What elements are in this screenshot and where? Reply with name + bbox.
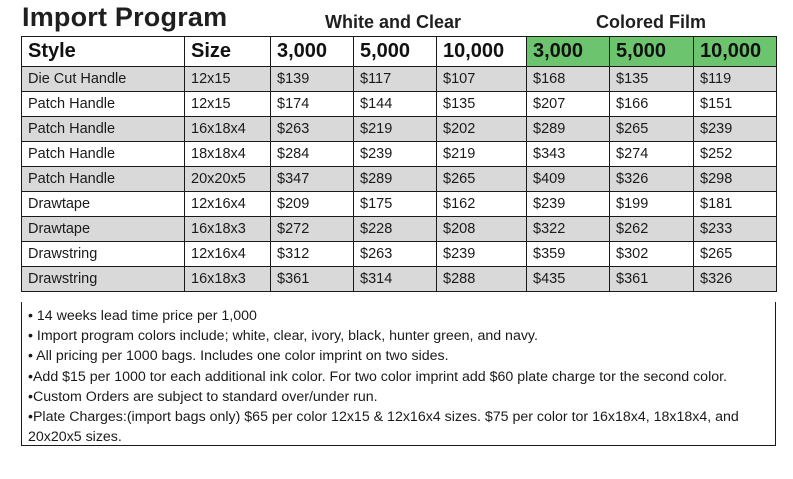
cell-price: $262: [610, 217, 694, 242]
cell-style: Patch Handle: [22, 117, 185, 142]
cell-price: $239: [527, 192, 610, 217]
cell-price: $409: [527, 167, 610, 192]
cell-size: 18x18x4: [185, 142, 271, 167]
cell-price: $107: [437, 67, 527, 92]
cell-price: $239: [694, 117, 777, 142]
cell-price: $289: [527, 117, 610, 142]
cell-price: $252: [694, 142, 777, 167]
notes-box: [21, 302, 776, 446]
cell-price: $322: [527, 217, 610, 242]
cell-price: $239: [437, 242, 527, 267]
cell-style: Patch Handle: [22, 142, 185, 167]
cell-price: $274: [610, 142, 694, 167]
colored-film-group-label: Colored Film: [596, 12, 707, 32]
cell-size: 16x18x4: [185, 117, 271, 142]
cell-price: $202: [437, 117, 527, 142]
cell-price: $168: [527, 67, 610, 92]
cell-price: $314: [354, 267, 437, 292]
table-row: [22, 242, 777, 267]
cell-size: 16x18x3: [185, 267, 271, 292]
cell-price: $326: [610, 167, 694, 192]
table-row: [22, 192, 777, 217]
cell-price: $219: [437, 142, 527, 167]
cell-price: $139: [271, 67, 354, 92]
cell-style: Drawstring: [22, 267, 185, 292]
cell-style: Drawstring: [22, 242, 185, 267]
col-header-colored-3000: 3,000: [527, 37, 610, 67]
cell-size: 12x15: [185, 92, 271, 117]
cell-size: 12x15: [185, 67, 271, 92]
col-header-colored-5000: 5,000: [610, 37, 694, 67]
cell-style: Patch Handle: [22, 167, 185, 192]
table-row: [22, 67, 777, 92]
cell-price: $435: [527, 267, 610, 292]
table-row: [22, 142, 777, 167]
table-row: [22, 217, 777, 242]
table-row: [22, 267, 777, 292]
col-header-colored-10000: 10,000: [694, 37, 777, 67]
col-header-white-5000: 5,000: [354, 37, 437, 67]
cell-price: $135: [437, 92, 527, 117]
cell-style: Die Cut Handle: [22, 67, 185, 92]
cell-price: $166: [610, 92, 694, 117]
cell-price: $298: [694, 167, 777, 192]
table-row: [22, 117, 777, 142]
cell-price: $119: [694, 67, 777, 92]
cell-size: 12x16x4: [185, 192, 271, 217]
cell-price: $263: [354, 242, 437, 267]
cell-price: $359: [527, 242, 610, 267]
header-row: [22, 37, 777, 67]
cell-price: $233: [694, 217, 777, 242]
col-header-white-10000: 10,000: [437, 37, 527, 67]
note-lead-time: • 14 weeks lead time price per 1,000: [28, 308, 257, 324]
cell-price: $209: [271, 192, 354, 217]
cell-price: $361: [610, 267, 694, 292]
cell-price: $117: [354, 67, 437, 92]
cell-size: 12x16x4: [185, 242, 271, 267]
cell-price: $239: [354, 142, 437, 167]
cell-price: $181: [694, 192, 777, 217]
cell-price: $312: [271, 242, 354, 267]
cell-price: $302: [610, 242, 694, 267]
cell-price: $343: [527, 142, 610, 167]
cell-price: $284: [271, 142, 354, 167]
cell-price: $219: [354, 117, 437, 142]
cell-price: $265: [437, 167, 527, 192]
cell-style: Drawtape: [22, 217, 185, 242]
cell-price: $265: [610, 117, 694, 142]
pricing-table: [21, 36, 777, 292]
cell-price: $135: [610, 67, 694, 92]
note-pricing: • All pricing per 1000 bags. Includes one color imprint on two sides.: [28, 348, 449, 365]
note-ink-color: •Add $15 per 1000 tor each additional ink color. For two color imprint add $60 plate charge tor the second color.: [28, 368, 727, 385]
cell-price: $361: [271, 267, 354, 292]
cell-price: $144: [354, 92, 437, 117]
cell-price: $263: [271, 117, 354, 142]
cell-price: $207: [527, 92, 610, 117]
table-row: [22, 92, 777, 117]
cell-price: $208: [437, 217, 527, 242]
table-row: [22, 167, 777, 192]
cell-size: 20x20x5: [185, 167, 271, 192]
note-plate-charges: •Plate Charges:(import bags only) $65 per color 12x15 & 12x16x4 sizes. $75 per color tor 16x18x4, 18x18x4, and 20x20x5 sizes.: [28, 409, 739, 446]
cell-price: $347: [271, 167, 354, 192]
cell-price: $265: [694, 242, 777, 267]
col-header-style: Style: [22, 37, 185, 67]
note-custom-orders: •Custom Orders are subject to standard over/under run.: [28, 388, 378, 405]
cell-price: $228: [354, 217, 437, 242]
white-clear-group-label: White and Clear: [325, 12, 462, 32]
cell-price: $199: [610, 192, 694, 217]
cell-size: 16x18x3: [185, 217, 271, 242]
cell-price: $162: [437, 192, 527, 217]
cell-style: Drawtape: [22, 192, 185, 217]
col-header-white-3000: 3,000: [271, 37, 354, 67]
cell-price: $175: [354, 192, 437, 217]
col-header-size: Size: [185, 37, 271, 67]
cell-price: $272: [271, 217, 354, 242]
cell-price: $326: [694, 267, 777, 292]
cell-price: $289: [354, 167, 437, 192]
cell-price: $288: [437, 267, 527, 292]
cell-price: $174: [271, 92, 354, 117]
note-colors: • Import program colors include; white, clear, ivory, black, hunter green, and navy.: [28, 328, 538, 345]
cell-style: Patch Handle: [22, 92, 185, 117]
cell-price: $151: [694, 92, 777, 117]
page-title: Import Program: [22, 2, 228, 32]
